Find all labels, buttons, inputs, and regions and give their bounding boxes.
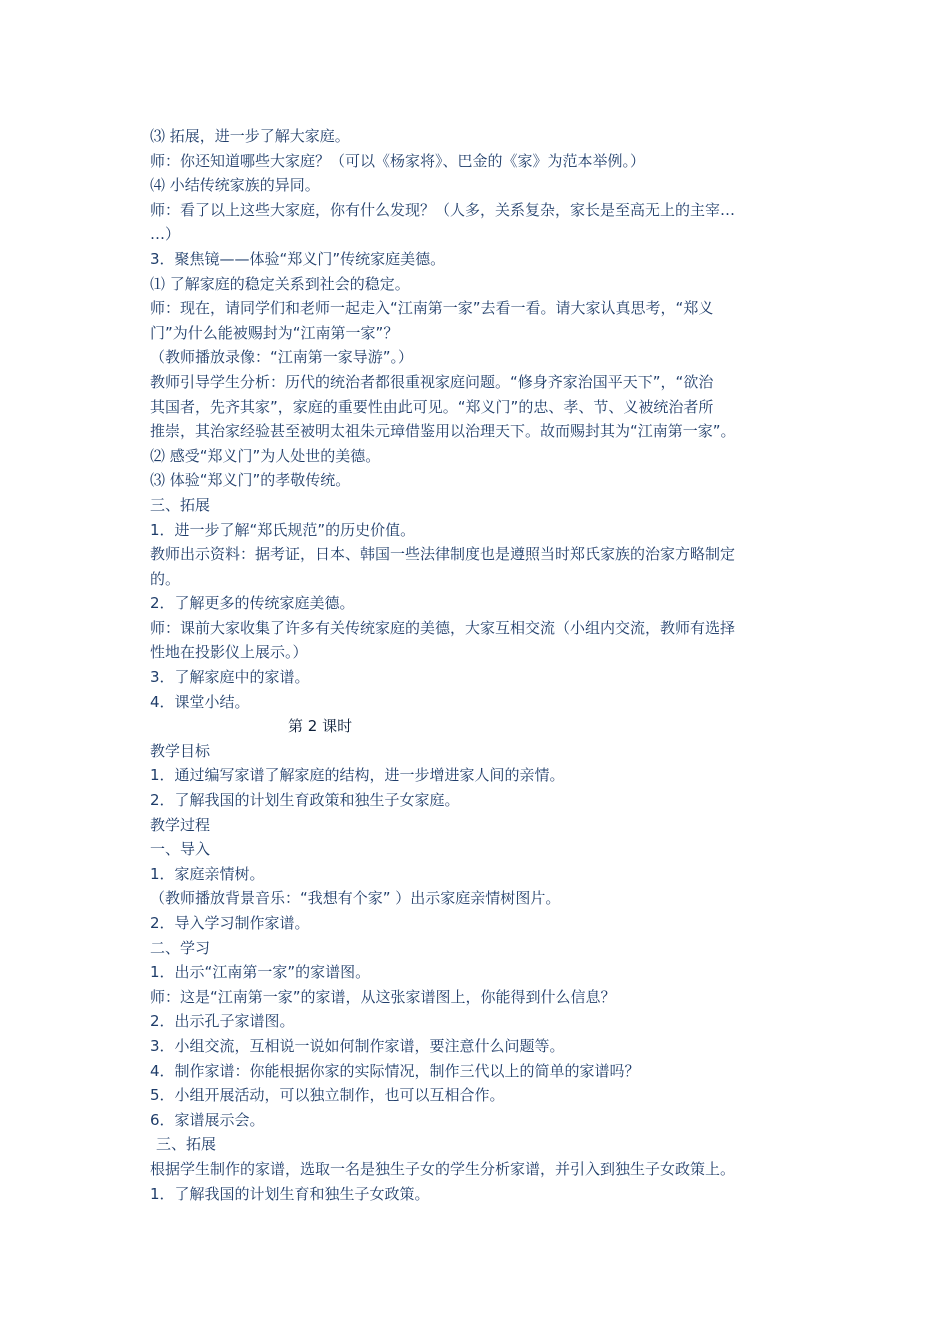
text-line: 师：课前大家收集了许多有关传统家庭的美德，大家互相交流（小组内交流，教师有选择 — [150, 618, 736, 637]
text-line: …） — [150, 225, 181, 244]
text-line: 师：看了以上这些大家庭，你有什么发现？（人多，关系复杂，家长是至高无上的主宰… — [150, 200, 736, 219]
text-line: 2．出示孔子家谱图。 — [150, 1012, 295, 1031]
text-line: （教师播放背景音乐：“我想有个家” ）出示家庭亲情树图片。 — [150, 889, 561, 908]
section-heading: 3．聚焦镜——体验“郑义门”传统家庭美德。 — [150, 249, 446, 268]
section-heading: 一、导入 — [150, 840, 211, 859]
text-line: ⑶ 体验“郑义门”的孝敬传统。 — [150, 471, 351, 490]
text-line: ⑴ 了解家庭的稳定关系到社会的稳定。 — [150, 274, 410, 293]
text-line: 其国者，先齐其家”，家庭的重要性由此可见。“郑义门”的忠、孝、节、义被统治者所 — [150, 397, 714, 416]
text-line: 推崇，其治家经验甚至被明太祖朱元璋借鉴用以治理天下。故而赐封其为“江南第一家”。 — [150, 422, 736, 441]
text-line: 2．了解我国的计划生育政策和独生子女家庭。 — [150, 791, 460, 810]
text-line: 2．导入学习制作家谱。 — [150, 914, 310, 932]
text-line: ⑶ 拓展，进一步了解大家庭。 — [150, 127, 350, 145]
text-line: 的。 — [150, 569, 181, 588]
text-line: 3．小组交流，互相说一说如何制作家谱，要注意什么问题等。 — [150, 1036, 565, 1055]
text-line: 1．了解我国的计划生育和独生子女政策。 — [150, 1184, 430, 1203]
lesson-heading: 第 2 课时 — [288, 717, 353, 736]
text-line: 根据学生制作的家谱，选取一名是独生子女的学生分析家谱，并引入到独生子女政策上。 — [150, 1159, 736, 1178]
text-line: 教师引导学生分析：历代的统治者都很重视家庭问题。“修身齐家治国平天下”，“欲治 — [150, 372, 714, 391]
text-line: 性地在投影仪上展示。） — [150, 643, 308, 662]
text-line: 3．了解家庭中的家谱。 — [150, 668, 310, 687]
section-heading: 三、拓展 — [150, 495, 211, 514]
text-line: ⑷ 小结传统家族的异同。 — [150, 176, 320, 195]
text-line: 1．进一步了解“郑氏规范”的历史价值。 — [150, 520, 416, 539]
text-line: 4．课堂小结。 — [150, 692, 250, 711]
text-line: 师：你还知道哪些大家庭？（可以《杨家将》、巴金的《家》为范本举例。） — [150, 151, 646, 170]
section-heading: 教学过程 — [150, 815, 211, 834]
text-line: 门”为什么能被赐封为“江南第一家”？ — [150, 323, 399, 342]
section-heading: 二、学习 — [150, 938, 211, 957]
text-line: 1．出示“江南第一家”的家谱图。 — [150, 963, 371, 982]
text-line: 4．制作家谱：你能根据你家的实际情况，制作三代以上的简单的家谱吗？ — [150, 1061, 640, 1080]
section-heading: 教学目标 — [150, 741, 211, 760]
text-line: 1．通过编写家谱了解家庭的结构，进一步增进家人间的亲情。 — [150, 766, 565, 785]
text-line: 师：这是“江南第一家”的家谱，从这张家谱图上，你能得到什么信息？ — [150, 987, 616, 1006]
text-line: 2．了解更多的传统家庭美德。 — [150, 594, 355, 613]
text-line: 师：现在，请同学们和老师一起走入“江南第一家”去看一看。请大家认真思考，“郑义 — [150, 299, 714, 318]
text-line: 教师出示资料：据考证，日本、韩国一些法律制度也是遵照当时郑氏家族的治家方略制定 — [150, 545, 736, 564]
text-line: 6．家谱展示会。 — [150, 1110, 265, 1129]
text-line: ⑵ 感受“郑义门”为人处世的美德。 — [150, 446, 381, 465]
text-line: 1．家庭亲情树。 — [150, 864, 265, 883]
section-heading: 三、拓展 — [156, 1135, 217, 1154]
document-body — [150, 124, 820, 1206]
text-line: 5．小组开展活动，可以独立制作，也可以互相合作。 — [150, 1086, 505, 1105]
text-line: （教师播放录像：“江南第一家导游”。） — [150, 348, 414, 367]
